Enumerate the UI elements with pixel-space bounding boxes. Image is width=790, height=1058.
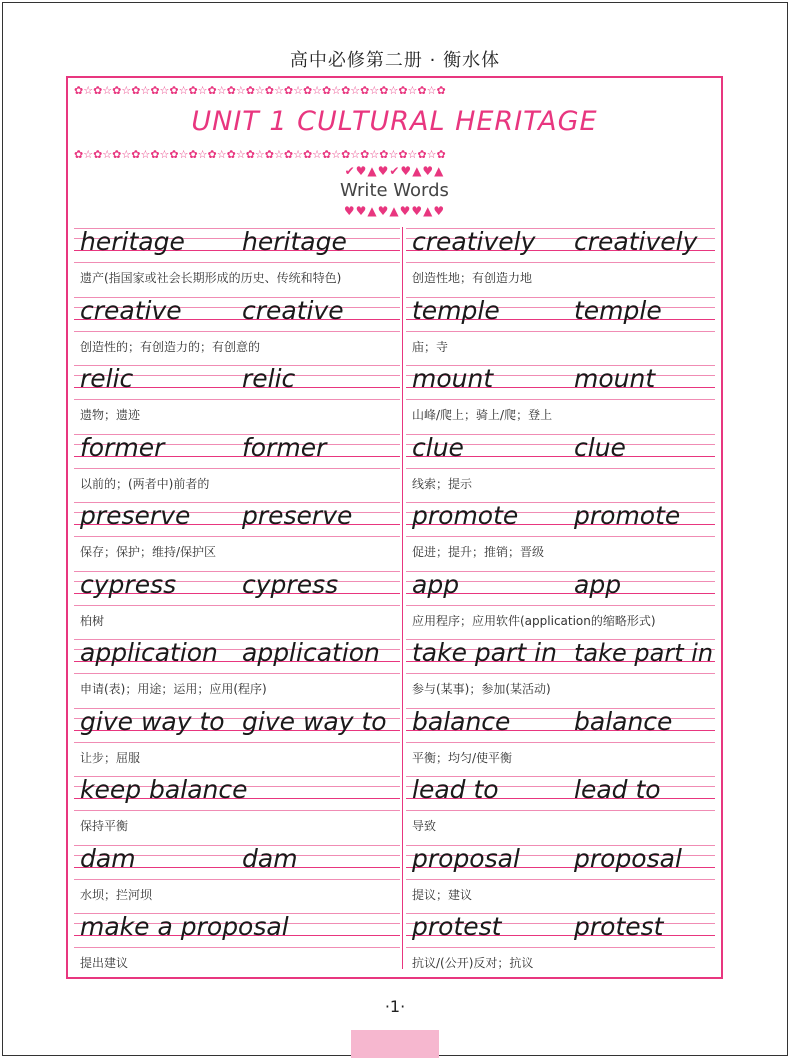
vocab-word-copy: heritage <box>242 227 347 256</box>
vocab-cell-right <box>406 496 715 565</box>
vocab-word: clue <box>412 432 464 462</box>
vocab-cell-left <box>74 702 400 771</box>
vocab-word: relic <box>80 364 134 393</box>
worksheet-frame <box>66 76 723 979</box>
vocab-word-copy: lead to <box>574 775 661 804</box>
vocab-meaning: 线索；提示 <box>412 476 473 491</box>
guide-line <box>74 399 400 400</box>
vocab-cell-right <box>406 633 715 702</box>
guide-line <box>406 331 715 332</box>
guide-line <box>406 468 715 469</box>
vocab-cell-right <box>406 702 715 771</box>
guide-line <box>406 399 715 400</box>
vocab-row <box>74 496 715 565</box>
vocab-word: give way to <box>80 706 225 736</box>
vocab-word: creative <box>80 295 182 325</box>
vocab-row <box>74 633 715 702</box>
vocab-word-copy: creatively <box>574 227 698 256</box>
vocab-word: preserve <box>80 501 191 530</box>
vocab-row <box>74 839 715 908</box>
vocab-word-copy: temple <box>574 295 662 325</box>
unit-title: UNIT 1 CULTURAL HERITAGE <box>191 106 598 137</box>
guide-line <box>74 879 400 880</box>
vocab-meaning: 促进；提升；推销；晋级 <box>412 545 545 559</box>
vocab-word-copy: proposal <box>574 843 682 873</box>
guide-line <box>406 879 715 880</box>
vocabulary-grid <box>74 222 715 976</box>
vocab-cell-right <box>406 222 715 291</box>
guide-line <box>74 331 400 332</box>
vocab-cell-left <box>74 770 400 839</box>
vocab-word: cypress <box>80 569 177 599</box>
vocab-meaning: 抗议/(公开)反对；抗议 <box>412 956 534 970</box>
vocab-word-copy: take part in <box>574 639 714 667</box>
vocab-word-copy: cypress <box>242 569 339 599</box>
vocab-meaning: 保存；保护；维持/保护区 <box>80 545 217 559</box>
vocab-word-copy: give way to <box>242 706 387 736</box>
vocab-cell-right <box>406 770 715 839</box>
vocab-word: temple <box>412 295 500 325</box>
guide-line <box>406 536 715 537</box>
vocab-cell-right <box>406 428 715 497</box>
guide-line <box>406 262 715 263</box>
guide-line <box>74 468 400 469</box>
guide-line <box>74 742 400 743</box>
vocab-meaning: 让步；屈服 <box>80 750 141 765</box>
vocab-word-copy: mount <box>574 364 656 393</box>
vocab-meaning: 导致 <box>412 819 437 833</box>
top-decoration-row: ✿☆✿☆✿☆✿☆✿☆✿☆✿☆✿☆✿☆✿☆✿☆✿☆✿☆✿☆✿☆✿☆✿☆✿☆✿☆✿ <box>74 84 446 97</box>
vocab-word: creatively <box>412 227 536 256</box>
guide-line <box>74 605 400 606</box>
vocab-meaning: 遗物；遗迹 <box>80 408 141 422</box>
vocab-word: make a proposal <box>80 912 289 941</box>
guide-line <box>406 673 715 674</box>
vocab-meaning: 庙；寺 <box>412 339 449 354</box>
vocab-meaning: 以前的；(两者中)前者的 <box>80 476 210 491</box>
guide-line <box>74 947 400 948</box>
vocab-meaning: 应用程序；应用软件(application的缩略形式) <box>412 613 656 628</box>
vocab-meaning: 保持平衡 <box>80 819 129 833</box>
vocab-word: proposal <box>412 843 520 873</box>
vocab-word: application <box>80 638 218 667</box>
vocab-meaning: 柏树 <box>80 613 105 628</box>
vocab-cell-left <box>74 633 400 702</box>
vocab-word: mount <box>412 364 494 393</box>
vocab-word-copy: application <box>242 638 380 667</box>
vocab-row <box>74 359 715 428</box>
vocab-word: former <box>80 432 165 462</box>
vocab-word-copy: dam <box>242 843 298 873</box>
vocab-word-copy: promote <box>574 501 681 530</box>
vocab-cell-left <box>74 222 400 291</box>
vocab-word: protest <box>412 912 502 941</box>
vocab-cell-left <box>74 839 400 908</box>
vocab-row <box>74 428 715 497</box>
vocab-word: dam <box>80 843 136 873</box>
vocab-meaning: 创造性地；有创造力地 <box>412 271 533 285</box>
vocab-word: app <box>412 569 460 599</box>
vocab-meaning: 参与(某事)；参加(某活动) <box>412 682 551 696</box>
hearts-decoration-bottom: ♥♥▲♥▲♥♥▲♥ <box>343 204 446 218</box>
vocab-cell-left <box>74 291 400 360</box>
vocab-word-copy: balance <box>574 706 673 736</box>
guide-line <box>406 742 715 743</box>
vocab-cell-right <box>406 839 715 908</box>
vocab-cell-right <box>406 565 715 634</box>
vocab-word: lead to <box>412 775 499 804</box>
vocab-cell-left <box>74 907 400 976</box>
vocab-cell-right <box>406 291 715 360</box>
vocab-row <box>74 770 715 839</box>
page-number: ·1· <box>384 997 406 1016</box>
vocab-word-copy: former <box>242 432 327 462</box>
guide-line <box>74 810 400 811</box>
vocab-word-copy: clue <box>574 432 626 462</box>
section-title: Write Words <box>340 180 449 201</box>
book-header: 高中必修第二册 · 衡水体 <box>289 50 501 71</box>
guide-line <box>406 605 715 606</box>
vocab-meaning: 创造性的；有创造力的；有创意的 <box>80 339 261 354</box>
vocab-word-copy: protest <box>574 912 664 941</box>
vocab-row <box>74 702 715 771</box>
vocab-cell-left <box>74 565 400 634</box>
vocab-word-copy: preserve <box>242 501 353 530</box>
bottom-tab <box>351 1030 439 1058</box>
vocab-meaning: 水坝；拦河坝 <box>80 887 153 902</box>
guide-line <box>74 673 400 674</box>
vocab-cell-left <box>74 359 400 428</box>
vocab-meaning: 提议；建议 <box>412 887 473 902</box>
vocab-word: balance <box>412 706 511 736</box>
vocab-meaning: 平衡；均匀/使平衡 <box>412 750 513 765</box>
vocab-word-copy: app <box>574 569 622 599</box>
vocab-row <box>74 222 715 291</box>
vocab-word: promote <box>412 501 519 530</box>
vocab-cell-left <box>74 496 400 565</box>
guide-line <box>406 947 715 948</box>
vocab-meaning: 山峰/爬上；骑上/爬；登上 <box>412 408 553 422</box>
guide-line <box>406 810 715 811</box>
under-title-decoration-row: ✿☆✿☆✿☆✿☆✿☆✿☆✿☆✿☆✿☆✿☆✿☆✿☆✿☆✿☆✿☆✿☆✿☆✿☆✿☆✿ <box>74 148 446 161</box>
vocab-word-copy: relic <box>242 364 296 393</box>
vocab-meaning: 遗产(指国家或社会长期形成的历史、传统和特色) <box>80 271 342 285</box>
vocab-word-copy: creative <box>242 295 344 325</box>
vocab-cell-right <box>406 907 715 976</box>
guide-line <box>74 536 400 537</box>
vocab-cell-left <box>74 428 400 497</box>
vocab-word: take part in <box>412 638 557 667</box>
vocab-row <box>74 565 715 634</box>
vocab-word: keep balance <box>80 775 248 804</box>
vocab-cell-right <box>406 359 715 428</box>
vocab-word: heritage <box>80 227 185 256</box>
guide-line <box>74 262 400 263</box>
vocab-meaning: 申请(表)；用途；运用；应用(程序) <box>80 682 267 696</box>
vocab-row <box>74 291 715 360</box>
vocab-meaning: 提出建议 <box>80 956 129 970</box>
hearts-decoration-top: ✔♥▲♥✔♥▲♥▲ <box>344 164 445 178</box>
vocab-row <box>74 907 715 976</box>
